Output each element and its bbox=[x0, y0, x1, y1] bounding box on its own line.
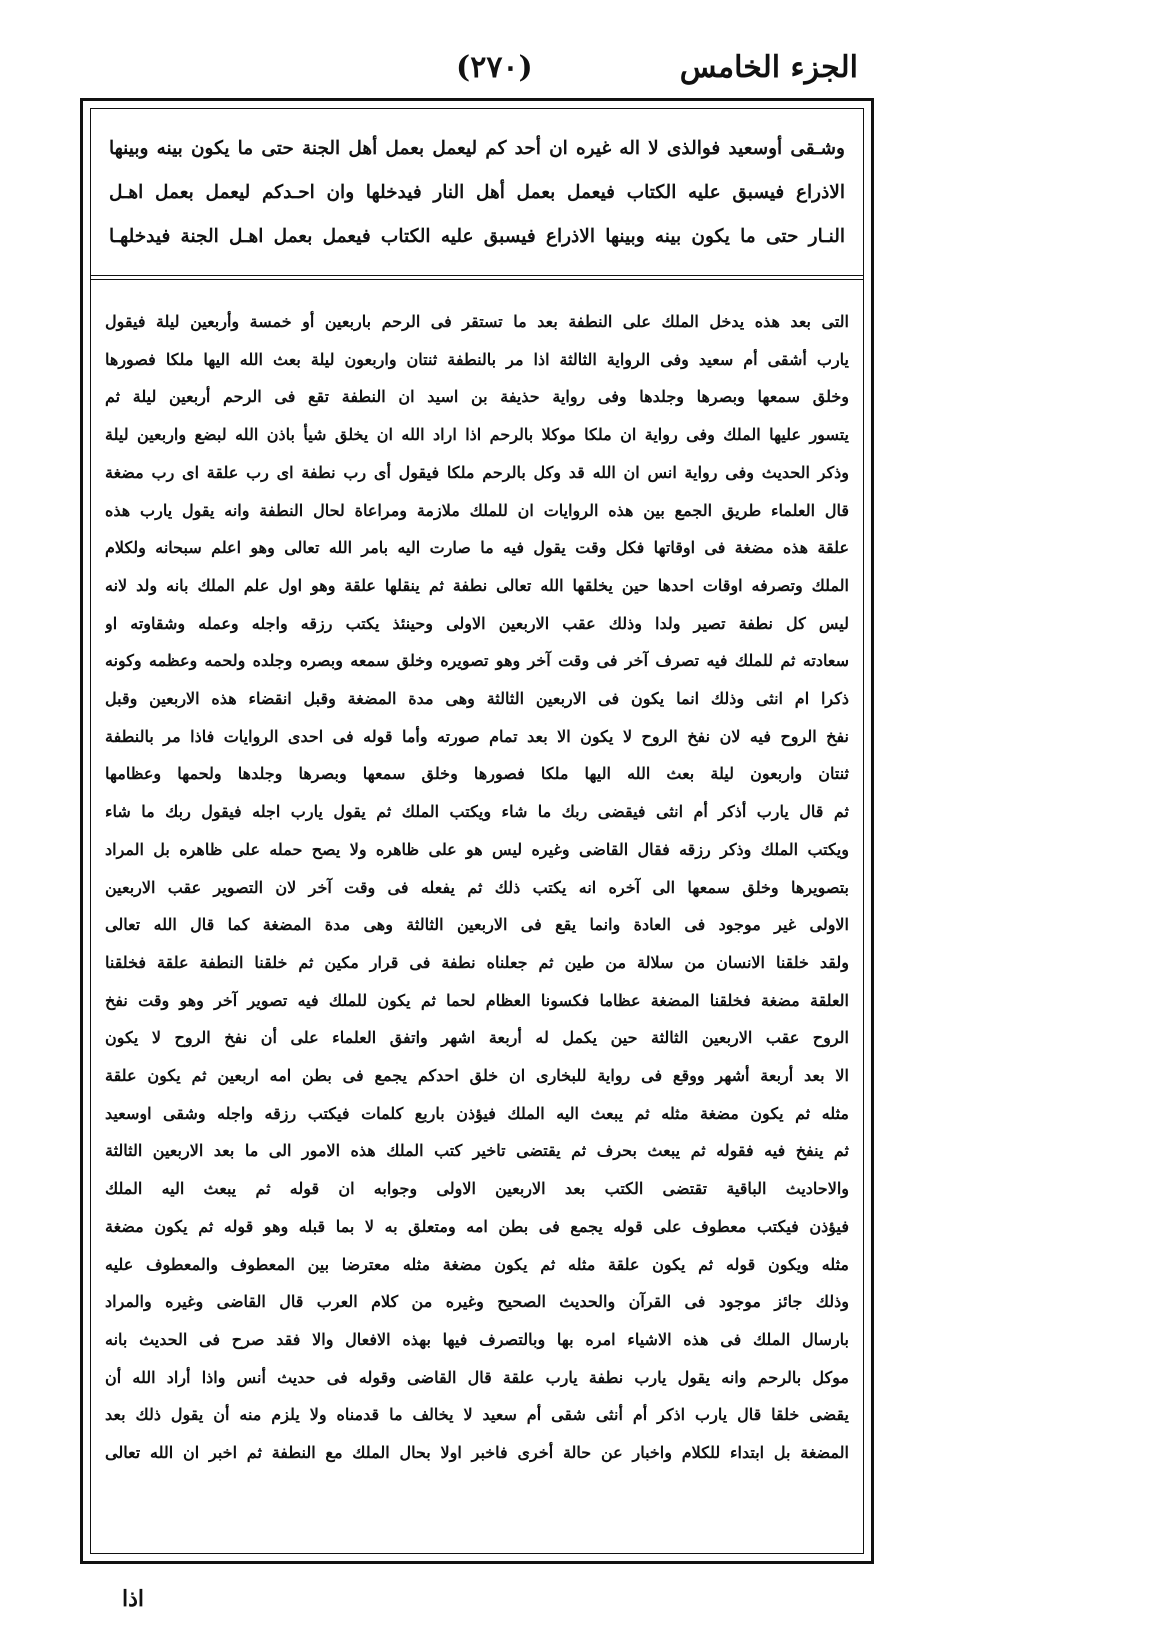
commentary-line: التى بعد هذه يدخل الملك على النطفة بعد ما تستقر فى الرحم باربعين أو خمسة وأربعين ليلة فيقول bbox=[105, 312, 849, 331]
page-frame bbox=[80, 98, 874, 1564]
matn-line: الاذراع فيسبق عليه الكتاب فيعمل بعمل أهل النار فيدخلها وان احـدكم ليعمل بعمل اهـل bbox=[109, 182, 845, 203]
commentary-line: ثنتان واربعون ليلة بعث الله اليها ملكا فصورها وخلق سمعها وبصرها وجلدها ولحمها وعظامها bbox=[105, 764, 849, 784]
catchword: اذا bbox=[122, 1586, 145, 1612]
commentary-line: مثله ثم يكون مضغة مثله ثم يبعث اليه الملك فيؤذن باربع كلمات فيكتب رزقه واجله وشقى اوسعيد bbox=[105, 1103, 849, 1123]
commentary-line: الاولى غير موجود فى العادة وانما يقع فى الاربعين الثالثة وهى مدة المضغة كما قال الله تعالى bbox=[105, 915, 849, 935]
commentary-line: يارب أشقى أم سعيد وفى الرواية الثالثة اذا مر بالنطفة ثنتان واربعون ليلة بعث الله اليها ملكا فصورها bbox=[105, 349, 849, 369]
commentary-line: الا بعد أربعة أشهر ووقع فى رواية للبخارى ان خلق احدكم يجمع فى بطن امه اربعين ثم يكون علقة bbox=[105, 1066, 849, 1086]
inner-frame bbox=[90, 108, 864, 1554]
page-header bbox=[0, 0, 1158, 96]
commentary-line: سعادته ثم للملك فيه تصرف آخر فى وقت آخر وهو تصويره وخلق سمعه وبصره وجلده ولحمه وعظمه وكونه bbox=[105, 651, 849, 671]
commentary-line: العلقة مضغة فخلقنا المضغة عظاما فكسونا العظام لحما ثم يكون للملك فيه تصوير آخر وهو وقت نفخ bbox=[105, 990, 849, 1010]
commentary-line: وذلك جائز موجود فى القرآن والحديث الصحيح وغيره من كلام العرب قال القاضى وغيره والمراد bbox=[105, 1292, 849, 1312]
commentary-line: يتسور عليها الملك وفى رواية ان ملكا موكلا بالرحم اذا اراد الله ان يخلق شيأ باذن الله لبضع واربعين ليلة bbox=[105, 425, 849, 445]
matn-line: النـار حتى ما يكون بينه وبينها الاذراع فيسبق عليه الكتاب فيعمل بعمل اهـل الجنة فيدخلهـا bbox=[109, 226, 845, 247]
commentary-line: ثم ينفخ فيه فقوله ثم يبعث بحرف ثم يقتضى تاخير كتب الملك هذه الامور الى ما بعد الاربعين الثالثة bbox=[105, 1141, 849, 1161]
commentary-line: والاحاديث الباقية تقتضى الكتب بعد الاربعين الاولى وجوابه ان قوله ثم يبعث اليه الملك bbox=[105, 1179, 849, 1199]
commentary-line: وخلق سمعها وبصرها وجلدها وفى رواية حذيفة بن اسيد ان النطفة تقع فى الرحم أربعين ليلة ثم bbox=[105, 387, 849, 407]
commentary-line: بارسال الملك فى هذه الاشياء امره بها وبالتصرف فيها بهذه الافعال والا فقد صرح فى الحديث بانه bbox=[105, 1329, 849, 1349]
section-divider bbox=[91, 279, 863, 280]
commentary-line: يقضى خلقا قال يارب اذكر أم أنثى شقى أم سعيد لا يخالف ما قدمناه ولا يلزم منه أن يقول ذلك بعد bbox=[105, 1405, 849, 1425]
commentary-line: نفخ الروح فيه لان نفخ الروح لا يكون الا بعد تمام صورته وأما قوله فى احدى الروايات فاذا مر بالنطفة bbox=[105, 726, 849, 746]
commentary-line: بتصويرها وخلق سمعها الى آخره انه يكتب ذلك ثم يفعله فى وقت آخر لان التصوير عقب الاربعين bbox=[105, 877, 849, 897]
commentary-line: قال العلماء طريق الجمع بين هذه الروايات ان للملك ملازمة ومراعاة لحال النطفة وانه يقول يارب هذه bbox=[105, 500, 849, 520]
commentary-line: ويكتب الملك وذكر رزقه فقال القاضى وغيره ليس هو على ظاهره ولا يصح حمله على ظاهره بل المراد bbox=[105, 839, 849, 859]
commentary-line: وذكر الحديث وفى رواية انس ان الله قد وكل بالرحم ملكا فيقول أى رب نطفة اى رب علقة اى رب مضغة bbox=[105, 462, 849, 482]
commentary-line: مثله ويكون قوله ثم يكون علقة مثله ثم يكون مضغة مثله معترضا بين المعطوف والمعطوف عليه bbox=[105, 1254, 849, 1274]
commentary-line: ثم قال يارب أذكر أم انثى فيقضى ربك ما شاء ويكتب الملك ثم يقول يارب اجله فيقول ربك ما شاء bbox=[105, 802, 849, 822]
commentary-line: الملك وتصرفه اوقات احدها حين يخلقها الله تعالى نطفة ثم ينقلها علقة وهو اول علم الملك بانه ولد لانه bbox=[105, 575, 849, 595]
commentary-line: فيؤذن فيكتب معطوف على قوله يجمع فى بطن امه ومتعلق به لا بما قبله وهو قوله ثم يكون مضغة bbox=[105, 1216, 849, 1236]
commentary-line: المضغة بل ابتداء للكلام واخبار عن حالة أخرى فاخبر اولا بحال الملك مع النطفة ثم اخبر ان الله تعالى bbox=[105, 1443, 849, 1463]
commentary-section bbox=[105, 303, 849, 1472]
matn-section bbox=[91, 109, 863, 276]
commentary-line: ليس كل نطفة تصير ولدا وذلك عقب الاربعين الاولى وحينئذ يكتب رزقه واجله وعمله وشقاوته او bbox=[105, 613, 849, 633]
commentary-line: ولقد خلقنا الانسان من سلالة من طين ثم جعلناه نطفة فى قرار مكين ثم خلقنا النطفة علقة فخلقنا bbox=[105, 952, 849, 972]
commentary-line: ذكرا ام انثى وذلك انما يكون فى الاربعين الثالثة وهى مدة المضغة وقبل انقضاء هذه الاربعين وقبل bbox=[105, 689, 849, 709]
matn-text bbox=[109, 127, 845, 259]
matn-line: وشـقى أوسعيد فوالذى لا اله غيره ان أحد كم ليعمل بعمل أهل الجنة حتى ما يكون بينه وبينها bbox=[109, 138, 845, 159]
running-title: الجزء الخامس bbox=[679, 50, 858, 85]
commentary-line: علقة هذه مضغة فى اوقاتها فكل وقت يقول فيه ما صارت اليه بامر الله تعالى وهو اعلم سبحانه ولكلام bbox=[105, 538, 849, 558]
commentary-line: الروح عقب الاربعين الثالثة حين يكمل له أربعة اشهر واتفق العلماء على أن نفخ الروح لا يكون bbox=[105, 1028, 849, 1048]
page-number: (٢٧٠) bbox=[456, 50, 533, 85]
commentary-line: موكل بالرحم وانه يقول يارب نطفة يارب علقة قال القاضى وقوله فى حديث أنس واذا أراد الله أن bbox=[105, 1367, 849, 1387]
